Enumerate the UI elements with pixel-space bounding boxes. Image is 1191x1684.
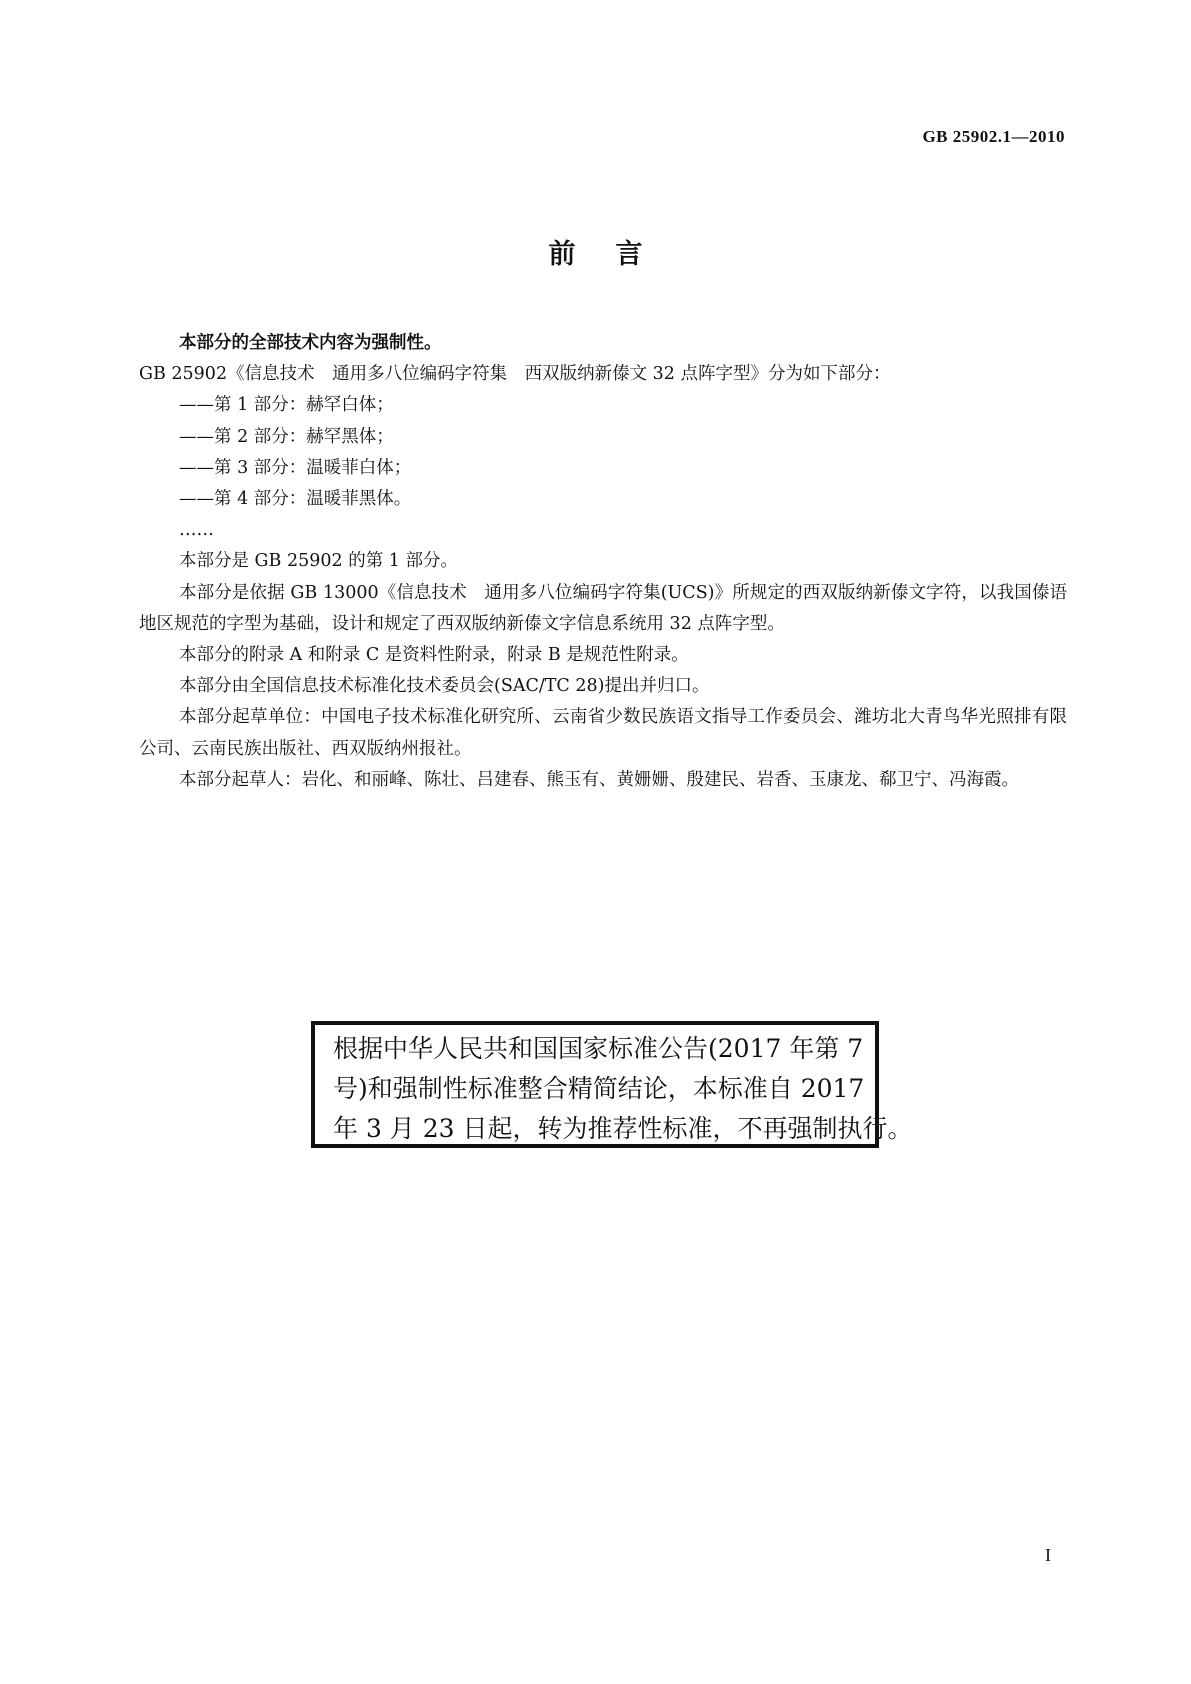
foreword-body (139, 328, 1067, 796)
notice-line: 年 3 月 23 日起，转为推荐性标准，不再强制执行。 (333, 1114, 913, 1143)
list-item: ——第 3 部分：温暖菲白体； (179, 457, 412, 478)
ellipsis: …… (179, 520, 214, 541)
paragraph: 本部分起草人：岩化、和丽峰、陈壮、吕建春、熊玉有、黄姗姗、殷建民、岩香、玉康龙、郗卫宁、冯海霞。 (179, 769, 1019, 790)
paragraph: 本部分起草单位：中国电子技术标准化研究所、云南省少数民族语文指导工作委员会、潍坊北大青鸟华光照排有限公司、云南民族出版社、西双版纳州报社。 (139, 707, 1067, 759)
mandatory-statement: 本部分的全部技术内容为强制性。 (179, 333, 442, 353)
notice-box (311, 1021, 913, 1148)
notice-line: 号)和强制性标准整合精简结论，本标准自 2017 (333, 1074, 865, 1103)
page-number: I (1045, 1545, 1051, 1565)
list-item: ——第 4 部分：温暖菲黑体。 (179, 489, 412, 510)
paragraph: 本部分的附录 A 和附录 C 是资料性附录，附录 B 是规范性附录。 (179, 645, 689, 666)
page-title: 前言 (548, 239, 683, 270)
paragraph-parts-intro: GB 25902《信息技术 通用多八位编码字符集 西双版纳新傣文 32 点阵字型》分为如下部分： (139, 364, 891, 385)
paragraph: 本部分是 GB 25902 的第 1 部分。 (179, 551, 458, 572)
list-item: ——第 2 部分：赫罕黑体； (179, 426, 394, 447)
paragraph: 本部分由全国信息技术标准化技术委员会(SAC/TC 28)提出并归口。 (179, 676, 710, 697)
notice-line: 根据中华人民共和国国家标准公告(2017 年第 7 (333, 1034, 864, 1063)
list-item: ——第 1 部分：赫罕白体； (179, 395, 394, 416)
standard-number-header: GB 25902.1—2010 (922, 127, 1065, 146)
paragraph: 本部分是依据 GB 13000《信息技术 通用多八位编码字符集(UCS)》所规定的西双版纳新傣文字符，以我国傣语地区规范的字型为基础，设计和规定了西双版纳新傣文字信息系统用 32 点阵字型。 (139, 582, 1067, 634)
